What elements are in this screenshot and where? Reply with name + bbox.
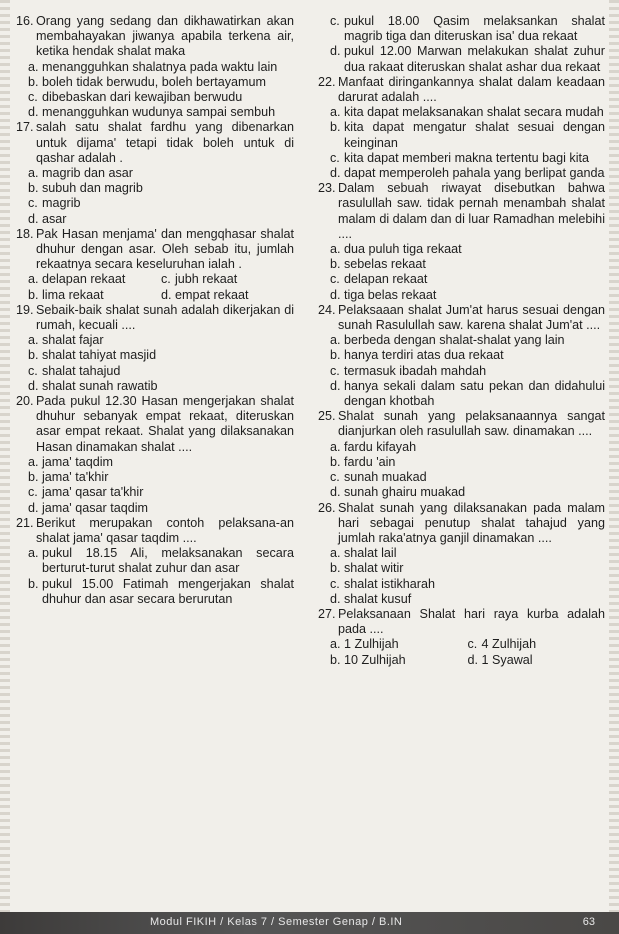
answer-option [161,288,294,303]
question-stem [16,394,294,455]
question-text: Berikut merupakan contoh pelaksana-an shalat jama' qasar taqdim .... [36,515,294,545]
answer-option [468,637,606,652]
question-item [16,303,294,394]
answer-option [318,44,605,74]
answer-option [16,485,294,500]
question-stem [318,181,605,242]
question-text: Orang yang sedang dan dikhawatirkan akan membahayakan jiwanya apabila terkena air, ketika hendak shalat maka [36,14,294,59]
option-letter: b. [28,348,39,363]
question-number: 21. [16,515,34,530]
answer-option [318,546,605,561]
question-number: 20. [16,394,34,409]
option-text: delapan rekaat [344,272,428,287]
option-letter: c. [28,485,38,500]
answer-option [318,272,605,287]
option-text: jama' ta'khir [42,470,109,485]
option-letter: a. [28,333,39,348]
question-text: Manfaat diringankannya shalat dalam keadaan darurat adalah .... [338,74,605,105]
question-text: salah satu shalat fardhu yang dibenarkan untuk dijama' tetapi tidak boleh untuk di qashar adalah . [36,120,294,165]
option-text: jama' taqdim [42,454,113,469]
answer-option [16,90,294,105]
answer-option [16,455,294,470]
question-number: 18. [16,226,34,241]
option-text: dua puluh tiga rekaat [344,242,462,257]
answer-option [318,120,605,150]
option-text: jubh rekaat [175,272,238,287]
option-text: hanya sekali dalam satu pekan dan didahului dengan khotbah [344,378,605,409]
question-item [318,75,605,181]
question-text: Shalat sunah yang dilaksanakan pada malam hari sebagai penutup shalat tahajud yang jumlah raka'atnya ganjil dinamakan .... [338,500,605,545]
question-number: 24. [318,302,336,317]
answer-option [318,577,605,592]
option-text: fardu 'ain [344,454,396,469]
option-letter: a. [28,59,39,74]
answer-option [28,272,161,287]
option-text: shalat lail [344,546,397,561]
question-text: Pelaksaaan shalat Jum'at harus sesuai dengan sunah Rasulullah saw. karena shalat Jum'at .... [338,302,605,333]
question-stem [318,501,605,547]
question-text: Pada pukul 12.30 Hasan mengerjakan shalat dhuhur sebanyak empat rekaat, diteruskan asar empat rekaat. Shalat yang dilaksanakan Hasan dinamakan shalat .... [36,394,294,454]
question-number: 17. [16,120,34,135]
answer-option [318,440,605,455]
option-letter: c. [330,470,340,485]
option-text: menangguhkan shalatnya pada waktu lain [42,59,278,74]
option-text: shalat tahiyat masjid [42,348,157,363]
question-stem [318,303,605,333]
question-text: Sebaik-baik shalat sunah adalah dikerjakan di rumah, kecuali .... [36,302,294,333]
option-letter: c. [330,576,340,591]
option-text: pukul 18.00 Qasim melaksankan shalat magrib tiga dan diteruskan isa' dua rekaat [344,14,605,44]
page-number: 63 [582,916,595,928]
option-text: kita dapat melaksanakan shalat secara mudah [344,105,604,120]
answer-option [318,455,605,470]
option-text: empat rekaat [175,287,249,302]
option-letter: b. [330,257,341,272]
answer-option [318,257,605,272]
option-text: lima rekaat [42,287,104,302]
option-letter: b. [28,287,39,302]
option-letter: d. [467,652,479,667]
answer-option [318,561,605,576]
answer-option [16,333,294,348]
option-text: menangguhkan wudunya sampai sembuh [42,105,276,120]
option-letter: d. [330,166,341,181]
question-stem [318,607,605,637]
answer-option [318,242,605,257]
option-letter: a. [330,637,341,652]
option-letter: c. [161,272,171,287]
answer-option [16,364,294,379]
option-text: jama' qasar ta'khir [42,485,144,500]
answer-option [16,470,294,485]
answer-option-row [318,653,605,668]
question-item [318,501,605,607]
answer-option [16,60,294,75]
answer-option [16,546,294,576]
option-letter: d. [28,105,39,120]
question-item [16,14,294,120]
footer-text: Modul FIKIH / Kelas 7 / Semester Genap / B.IN [150,916,403,928]
option-letter: b. [28,470,39,485]
option-text: hanya terdiri atas dua rekaat [344,348,504,363]
option-letter: b. [28,74,39,89]
option-text: kita dapat mengatur shalat sesuai dengan keinginan [344,120,605,150]
option-text: shalat istikharah [344,576,436,591]
option-text: magrib [42,196,81,211]
answer-option-row [318,637,605,652]
question-stem [16,120,294,166]
option-text: subuh dan magrib [42,181,143,196]
answer-option [16,379,294,394]
option-text: tiga belas rekaat [344,287,437,302]
option-letter: a. [330,105,341,120]
option-letter: d. [28,500,39,515]
option-text: sebelas rekaat [344,257,426,272]
question-number: 22. [318,74,336,89]
answer-option [16,196,294,211]
question-stem [16,14,294,60]
answer-option [318,470,605,485]
option-text: 10 Zulhijah [344,652,406,667]
question-item [16,394,294,516]
option-text: pukul 15.00 Fatimah mengerjakan shalat dhuhur dan asar secara berurutan [42,576,294,606]
question-item [318,181,605,303]
option-text: delapan rekaat [42,272,126,287]
option-text: fardu kifayah [344,439,417,454]
option-text: pukul 18.15 Ali, melaksanakan secara berturut-turut shalat zuhur dan asar [42,546,294,576]
right-column [318,14,605,668]
question-text: Dalam sebuah riwayat disebutkan bahwa rasulullah saw. tidak pernah menambah shalat malam di dalam dan di luar Ramadhan melebihi .... [338,181,605,241]
option-letter: b. [330,120,341,135]
answer-option-row [16,288,294,303]
answer-option [16,348,294,363]
question-number: 27. [318,606,336,621]
answer-option [330,653,468,668]
option-letter: c. [28,196,38,211]
option-letter: b. [28,576,39,591]
answer-option-row [16,272,294,287]
option-letter: d. [330,485,341,500]
question-item [16,227,294,303]
answer-option [16,577,294,607]
question-item [318,409,605,500]
page-binding-left [0,0,10,934]
option-letter: a. [330,546,341,561]
option-letter: b. [330,348,341,363]
answer-option [468,653,606,668]
question-text: Shalat sunah yang pelaksanaannya sangat dianjurkan oleh rasulullah saw. dinamakan .... [338,409,605,439]
question-text: Pak Hasan menjama' dan mengqhasar shalat dhuhur dengan asar. Oleh sebab itu, jumlah rekaatnya secara keseluruhan ialah . [36,226,294,272]
option-text: shalat tahajud [42,363,121,378]
option-text: boleh tidak berwudu, boleh bertayamum [42,74,267,89]
question-text: Pelaksanaan Shalat hari raya kurba adalah pada .... [338,606,605,637]
option-letter: c. [330,14,340,28]
answer-option [16,75,294,90]
option-text: dibebaskan dari kewajiban berwudu [42,90,243,105]
answer-option [16,501,294,516]
option-letter: d. [330,287,341,302]
option-letter: c. [330,150,340,165]
option-text: shalat witir [344,561,404,576]
option-letter: c. [467,637,478,652]
option-text: termasuk ibadah mahdah [344,363,487,378]
question-stem [318,75,605,105]
option-letter: a. [28,546,39,561]
option-text: jama' qasar taqdim [42,500,149,515]
option-letter: a. [330,242,341,257]
option-text: 4 Zulhijah [481,637,537,652]
option-text: asar [42,211,67,226]
option-text: berbeda dengan shalat-shalat yang lain [344,333,565,348]
option-letter: d. [330,378,341,393]
answer-option [318,592,605,607]
option-letter: a. [28,166,39,181]
answer-option [318,105,605,120]
question-stem [318,409,605,439]
question-stem [16,516,294,546]
option-text: kita dapat memberi makna tertentu bagi kita [344,150,590,165]
question-number: 19. [16,302,34,317]
option-letter: a. [28,272,39,287]
option-letter: c. [28,90,38,105]
answer-option [330,637,468,652]
answer-option [16,105,294,120]
answer-option [318,485,605,500]
option-letter: b. [28,181,39,196]
question-number: 23. [318,181,336,196]
option-text: shalat sunah rawatib [42,378,158,393]
question-number: 25. [318,409,336,424]
answer-option [318,14,605,44]
option-letter: b. [330,561,341,576]
option-letter: c. [28,363,38,378]
answer-option [318,151,605,166]
answer-option [161,272,294,287]
option-letter: c. [330,363,340,378]
question-item [16,516,294,607]
answer-option [318,364,605,379]
answer-option [318,288,605,303]
answer-option [16,181,294,196]
option-letter: c. [330,272,340,287]
answer-option [16,212,294,227]
option-text: 1 Syawal [481,652,533,667]
option-text: shalat fajar [42,333,104,348]
option-letter: a. [330,333,341,348]
option-letter: a. [330,439,341,454]
option-letter: d. [330,591,341,606]
option-letter: b. [330,454,341,469]
option-text: dapat memperoleh pahala yang berlipat ganda [344,166,605,181]
option-text: sunah ghairu muakad [344,485,466,500]
question-item [16,120,294,226]
option-letter: a. [28,454,39,469]
answer-option [318,348,605,363]
page-binding-right [609,0,619,934]
option-text: magrib dan asar [42,166,134,181]
answer-option [16,166,294,181]
answer-option [318,379,605,409]
question-item [318,303,605,409]
option-text: pukul 12.00 Marwan melakukan shalat zuhur dua rakaat diteruskan shalat ashar dua rekaat [344,44,605,74]
option-letter: d. [28,211,39,226]
footer-band [0,912,619,934]
left-column [16,14,294,607]
question-item [318,607,605,668]
option-letter: d. [28,378,39,393]
option-text: sunah muakad [344,470,427,485]
question-stem [16,227,294,273]
answer-option [318,166,605,181]
option-text: 1 Zulhijah [344,637,399,652]
option-text: shalat kusuf [344,591,412,606]
option-letter: d. [161,287,172,302]
question-stem [16,303,294,333]
option-letter: d. [330,44,341,59]
answer-option [28,288,161,303]
option-letter: b. [330,652,341,667]
question-number: 16. [16,14,34,28]
question-number: 26. [318,500,336,515]
answer-option [318,333,605,348]
